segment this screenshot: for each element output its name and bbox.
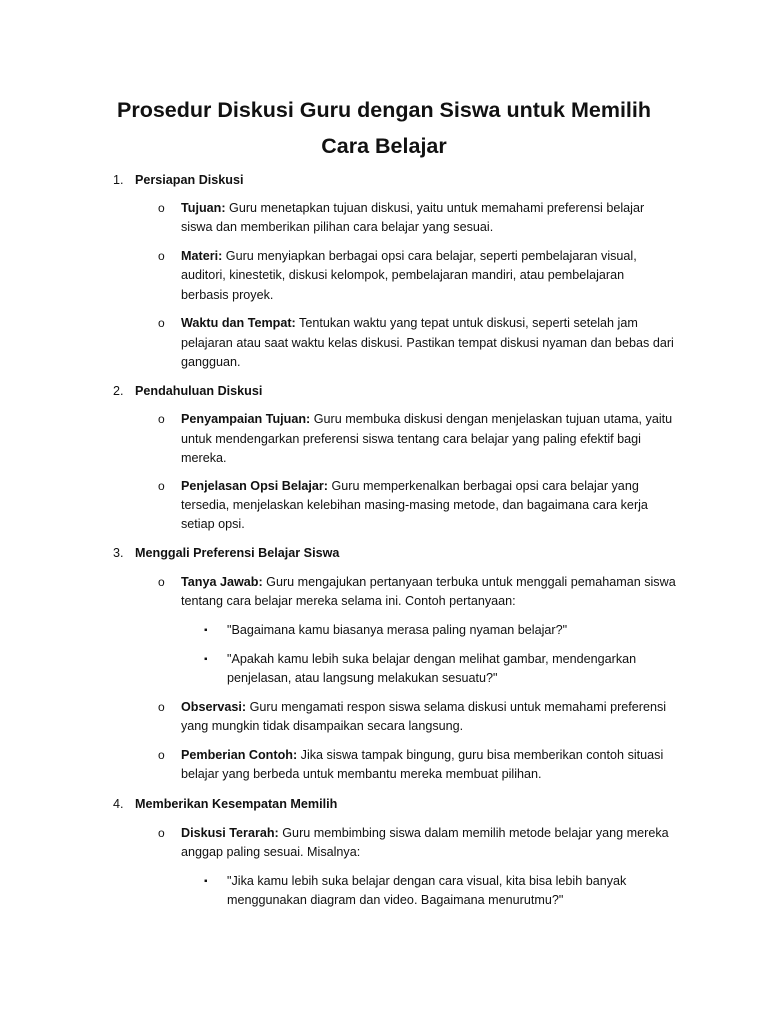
bullet-circle-icon: o	[158, 748, 165, 762]
contoh-label: Pemberian Contoh:	[181, 748, 298, 762]
waktu-label: Waktu dan Tempat:	[181, 316, 296, 330]
example-1-text-2: menggunakan diagram dan video. Bagaimana menurutmu?"	[227, 893, 564, 907]
penyampaian-text-1: Guru membuka diskusi dengan menjelaskan tujuan utama, yaitu	[310, 412, 673, 426]
penjelasan-item	[181, 477, 639, 497]
bullet-square-icon: ▪	[204, 654, 208, 665]
tanya-text-2: tentang cara belajar mereka selama ini. Contoh pertanyaan:	[181, 594, 516, 608]
waktu-text-1: Tentukan waktu yang tepat untuk diskusi, seperti setelah jam	[295, 316, 638, 330]
bullet-square-icon: ▪	[204, 876, 208, 887]
penyampaian-label: Penyampaian Tujuan:	[181, 412, 311, 426]
materi-text-3: berbasis proyek.	[181, 288, 274, 302]
penjelasan-text-3: setiap opsi.	[181, 517, 245, 531]
penyampaian-text-3: mereka.	[181, 451, 227, 465]
list-number-3: 3.	[113, 546, 124, 560]
materi-text-2: auditori, kinestetik, diskusi kelompok, pembelajaran mandiri, atau pembelajaran	[181, 268, 625, 282]
section-1-heading: Persiapan Diskusi	[135, 173, 244, 187]
list-number-4: 4.	[113, 797, 124, 811]
penjelasan-text-2: tersedia, menjelaskan kelebihan masing-masing metode, dan bagaimana cara kerja	[181, 498, 648, 512]
tujuan-item	[181, 199, 644, 219]
materi-item	[181, 247, 637, 267]
contoh-text-2: belajar yang berbeda untuk membantu mereka membuat pilihan.	[181, 767, 542, 781]
observasi-item	[181, 698, 666, 718]
tujuan-text-1: Guru menetapkan tujuan diskusi, yaitu untuk memahami preferensi belajar	[225, 201, 645, 215]
page-title: Prosedur Diskusi Guru dengan Siswa untuk Memilih Cara Belajar	[116, 98, 651, 158]
section-3-heading: Menggali Preferensi Belajar Siswa	[135, 546, 340, 560]
penjelasan-text-1: Guru memperkenalkan berbagai opsi cara belajar yang	[328, 479, 639, 493]
penjelasan-label: Penjelasan Opsi Belajar:	[181, 479, 328, 493]
tanya-label: Tanya Jawab:	[181, 575, 263, 589]
waktu-text-3: gangguan.	[181, 355, 241, 369]
materi-text-1: Guru menyiapkan berbagai opsi cara belajar, seperti pembelajaran visual,	[222, 249, 637, 263]
materi-label: Materi:	[181, 249, 223, 263]
observasi-text-2: yang mungkin tidak disampaikan secara langsung.	[181, 719, 464, 733]
tanya-item	[181, 573, 676, 593]
observasi-text-1: Guru mengamati respon siswa selama diskusi untuk memahami preferensi	[246, 700, 667, 714]
contoh-item	[181, 746, 663, 766]
bullet-circle-icon: o	[158, 249, 165, 263]
bullet-square-icon: ▪	[204, 625, 208, 636]
bullet-circle-icon: o	[158, 316, 165, 330]
terarah-text-1: Guru membimbing siswa dalam memilih metode belajar yang mereka	[278, 826, 669, 840]
bullet-circle-icon: o	[158, 700, 165, 714]
bullet-circle-icon: o	[158, 412, 165, 426]
list-number-2: 2.	[113, 384, 124, 398]
bullet-circle-icon: o	[158, 201, 165, 215]
contoh-text-1: Jika siswa tampak bingung, guru bisa memberikan contoh situasi	[297, 748, 664, 762]
penyampaian-text-2: untuk mendengarkan preferensi siswa tentang cara belajar yang paling efektif bagi	[181, 432, 641, 446]
observasi-label: Observasi:	[181, 700, 247, 714]
terarah-item	[181, 824, 669, 844]
terarah-label: Diskusi Terarah:	[181, 826, 279, 840]
tanya-text-1: Guru mengajukan pertanyaan terbuka untuk menggali pemahaman siswa	[262, 575, 676, 589]
question-2-text-2: penjelasan, atau langsung melakukan sesuatu?"	[227, 671, 498, 685]
section-2-heading: Pendahuluan Diskusi	[135, 384, 263, 398]
section-4-heading: Memberikan Kesempatan Memilih	[135, 797, 338, 811]
question-2-text-1: "Apakah kamu lebih suka belajar dengan melihat gambar, mendengarkan	[227, 652, 637, 666]
penyampaian-item	[181, 410, 672, 430]
tujuan-text-2: siswa dan memberikan pilihan cara belajar yang sesuai.	[181, 220, 494, 234]
list-number-1: 1.	[113, 173, 124, 187]
waktu-item	[181, 314, 638, 334]
example-1-text-1: "Jika kamu lebih suka belajar dengan cara visual, kita bisa lebih banyak	[227, 874, 627, 888]
bullet-circle-icon: o	[158, 826, 165, 840]
tujuan-label: Tujuan:	[181, 201, 226, 215]
bullet-circle-icon: o	[158, 479, 165, 493]
waktu-text-2: pelajaran atau saat waktu kelas diskusi. Pastikan tempat diskusi nyaman dan bebas dari	[181, 336, 674, 350]
terarah-text-2: anggap paling sesuai. Misalnya:	[181, 845, 361, 859]
bullet-circle-icon: o	[158, 575, 165, 589]
question-1: "Bagaimana kamu biasanya merasa paling nyaman belajar?"	[227, 623, 568, 637]
